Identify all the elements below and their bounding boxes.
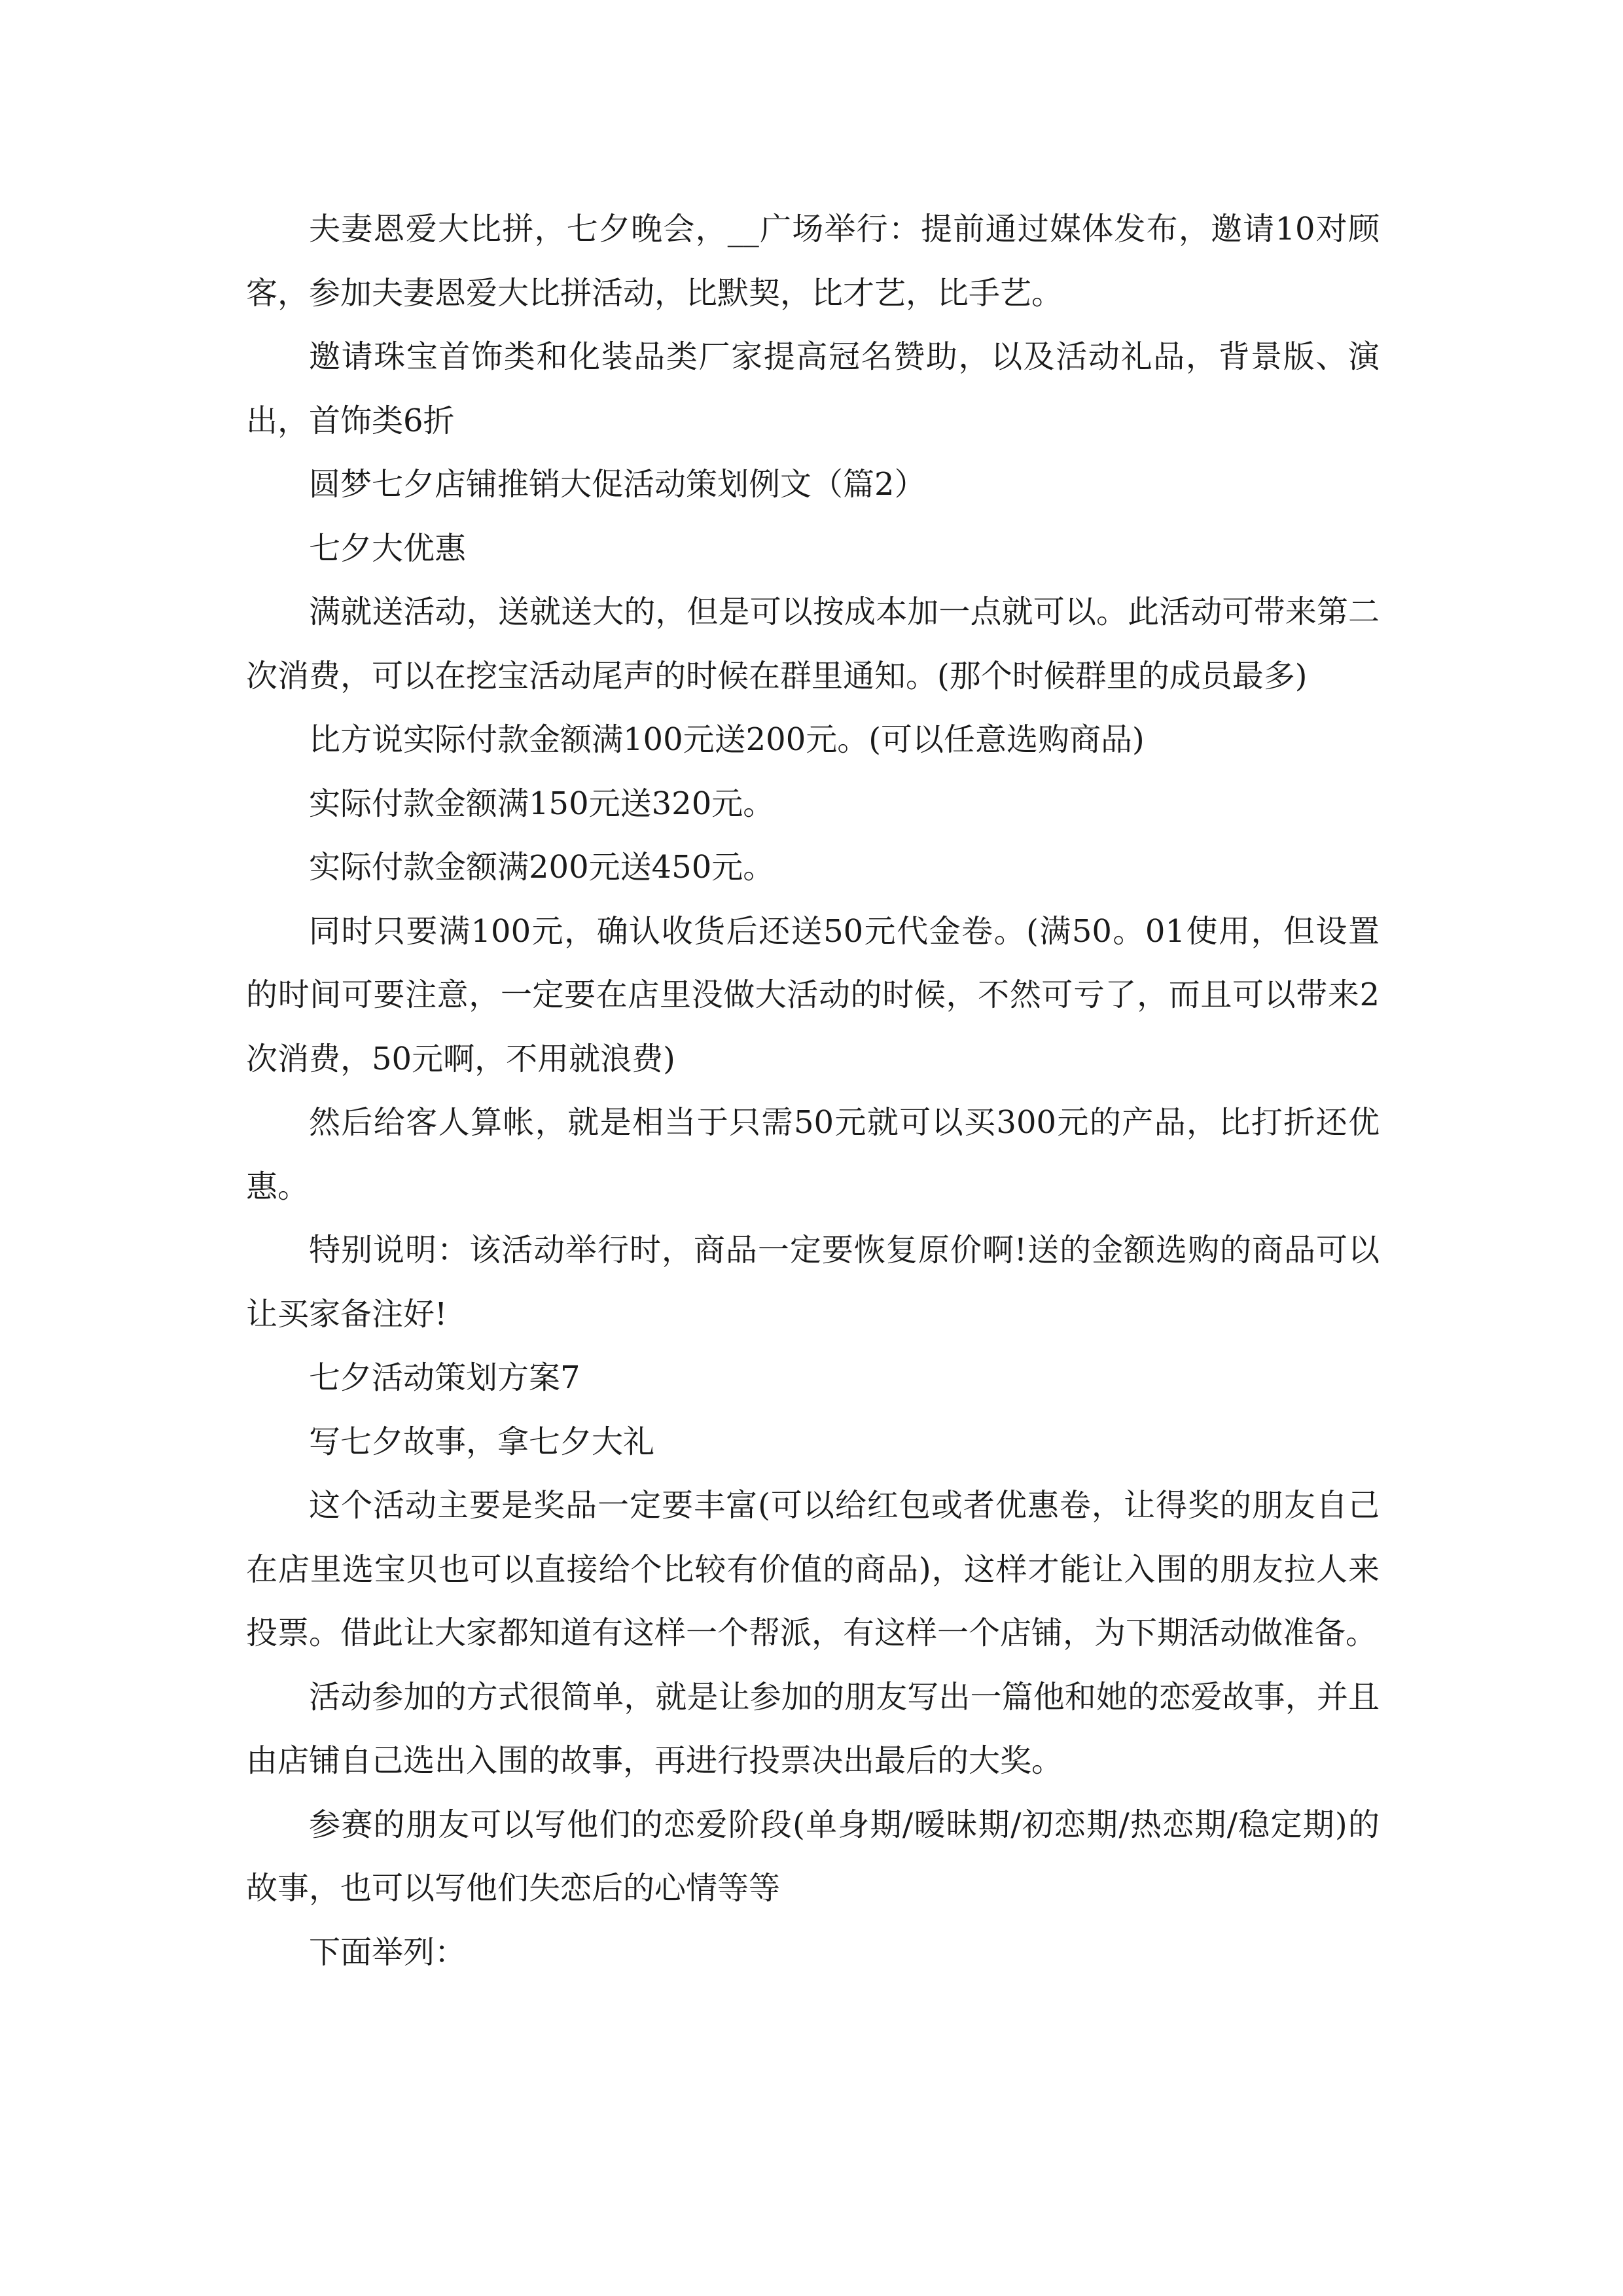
section-heading-part-2: 圆梦七夕店铺推销大促活动策划例文（篇2） xyxy=(309,466,926,503)
paragraph-story-stages: 参赛的朋友可以写他们的恋爱阶段(单身期/暧昧期/初恋期/热恋期/稳定期)的故事，也可以写他们失恋后的心情等等 xyxy=(246,1806,1380,1907)
paragraph-example-100: 比方说实际付款金额满100元送200元。(可以任意选购商品) xyxy=(309,721,1145,758)
section-heading-plan-7: 七夕活动策划方案7 xyxy=(309,1359,580,1396)
paragraph-prizes: 这个活动主要是奖品一定要丰富(可以给红包或者优惠卷，让得奖的朋友自己在店里选宝贝也可以直接给个比较有价值的商品)，这样才能让入围的朋友拉人来投票。借此让大家都知道有这样一个帮派，有这样一个店铺，为下期活动做准备。 xyxy=(246,1487,1380,1651)
paragraph-examples-intro: 下面举列： xyxy=(309,1933,467,1971)
paragraph-participation: 活动参加的方式很简单，就是让参加的朋友写出一篇他和她的恋爱故事，并且由店铺自己选出入围的故事，再进行投票决出最后的大奖。 xyxy=(246,1678,1380,1779)
paragraph-calculation: 然后给客人算帐，就是相当于只需50元就可以买300元的产品，比打折还优惠。 xyxy=(246,1104,1380,1205)
paragraph-voucher: 同时只要满100元，确认收货后还送50元代金卷。(满50。01使用，但设置的时间可要注意，一定要在店里没做大活动的时候，不然可亏了，而且可以带来2次消费，50元啊，不用就浪费) xyxy=(246,912,1380,1077)
paragraph-example-200: 实际付款金额满200元送450元。 xyxy=(309,849,775,886)
document-body xyxy=(246,198,1380,1984)
subheading-big-discount: 七夕大优惠 xyxy=(309,529,467,567)
paragraph-special-note: 特别说明：该活动举行时，商品一定要恢复原价啊!送的金额选购的商品可以让买家备注好! xyxy=(246,1232,1380,1333)
paragraph-couple-contest: 夫妻恩爱大比拼，七夕晚会，__广场举行：提前通过媒体发布，邀请10对顾客，参加夫妻恩爱大比拼活动，比默契，比才艺，比手艺。 xyxy=(246,211,1380,312)
paragraph-sponsorship: 邀请珠宝首饰类和化装品类厂家提高冠名赞助，以及活动礼品，背景版、演出，首饰类6折 xyxy=(246,338,1380,439)
subheading-story-contest: 写七夕故事，拿七夕大礼 xyxy=(309,1423,655,1460)
paragraph-spend-and-get: 满就送活动，送就送大的，但是可以按成本加一点就可以。此活动可带来第二次消费，可以在挖宝活动尾声的时候在群里通知。(那个时候群里的成员最多) xyxy=(246,594,1380,694)
paragraph-example-150: 实际付款金额满150元送320元。 xyxy=(309,785,775,822)
